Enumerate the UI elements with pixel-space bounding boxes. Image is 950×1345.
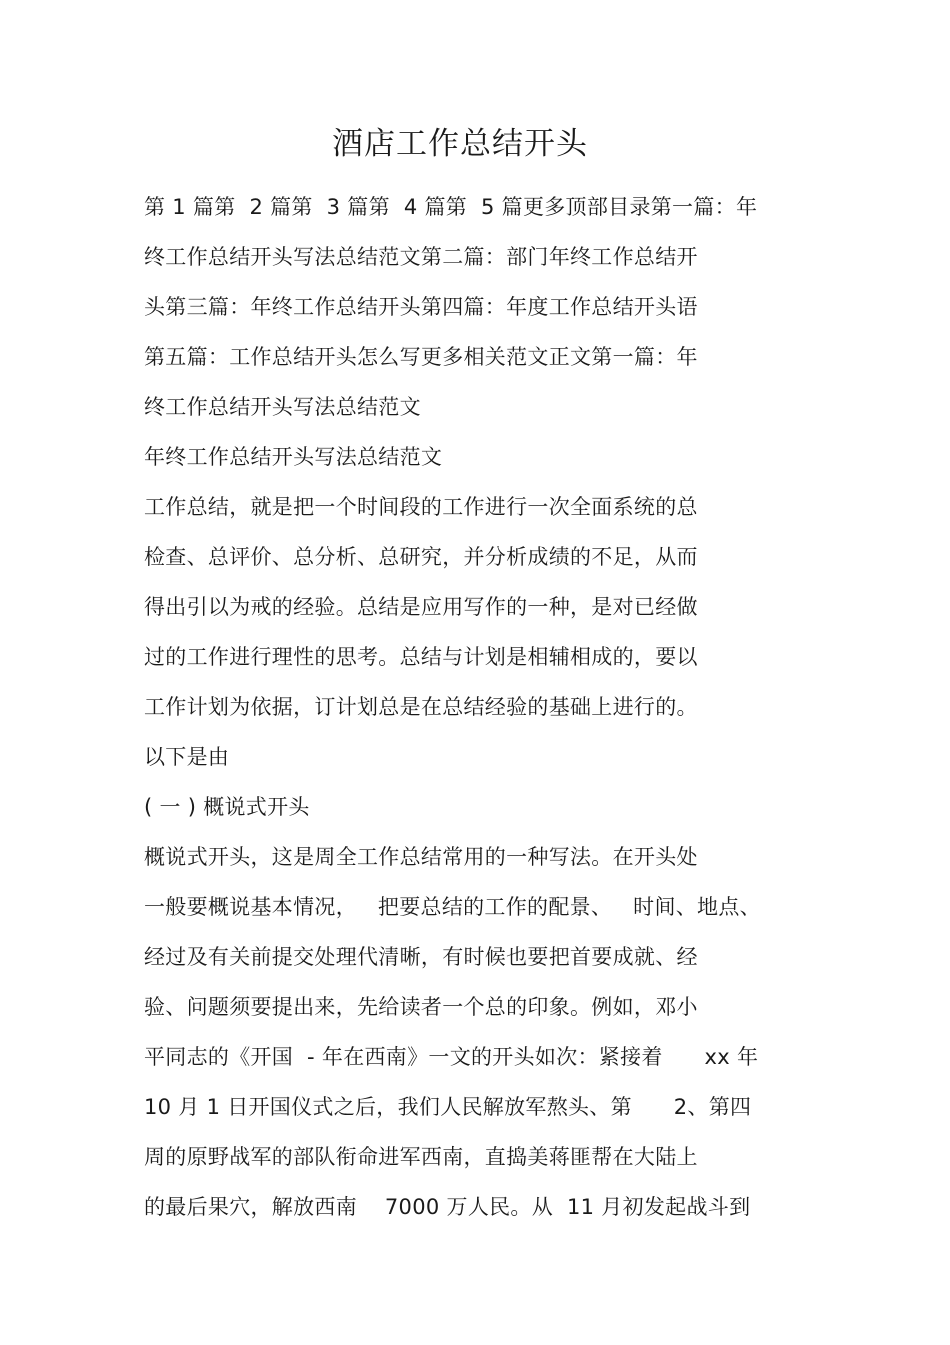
text-line: 验、问题须要提出来，先给读者一个总的印象。例如，邓小 [144,995,698,1019]
text-line: 平同志的《开国 - 年在西南》一文的开头如次：紧接着 xx 年 [144,1045,759,1069]
text-line: 一般要概说基本情况， 把要总结的工作的配景、 时间、地点、 [144,895,761,919]
text-line: 经过及有关前提交处理代清晰，有时候也要把首要成就、经 [144,945,698,969]
text-line: 概说式开头，这是周全工作总结常用的一种写法。在开头处 [144,845,698,869]
text-line: 年终工作总结开头写法总结范文 [144,445,443,469]
text-line: 终工作总结开头写法总结范文第二篇：部门年终工作总结开 [144,245,698,269]
document-title: 酒店工作总结开头 [332,126,588,162]
text-line: 的最后果穴，解放西南 7000 万人民。从 11 月初发起战斗到 [144,1195,751,1219]
text-line: 过的工作进行理性的思考。总结与计划是相辅相成的，要以 [144,645,698,669]
text-line: 检查、总评价、总分析、总研究，并分析成绩的不足，从而 [144,545,698,569]
document-body [144,182,824,1232]
text-line: 第五篇：工作总结开头怎么写更多相关范文正文第一篇：年 [144,345,698,369]
text-line: 得出引以为戒的经验。总结是应用写作的一种，是对已经做 [144,595,698,619]
text-line: 10 月 1 日开国仪式之后，我们人民解放军熬头、第 2、第四 [144,1095,752,1119]
text-line: 工作计划为依据，订计划总是在总结经验的基础上进行的。 [144,695,698,719]
text-line: 工作总结，就是把一个时间段的工作进行一次全面系统的总 [144,495,698,519]
text-line: 周的原野战军的部队衔命进军西南，直捣美蒋匪帮在大陆上 [144,1145,698,1169]
text-line: 第 1 篇第 2 篇第 3 篇第 4 篇第 5 篇更多顶部目录第一篇：年 [144,195,758,219]
text-line: 头第三篇：年终工作总结开头第四篇：年度工作总结开头语 [144,295,698,319]
text-line: 终工作总结开头写法总结范文 [144,395,421,419]
section-heading: ( 一 ) 概说式开头 [144,795,310,819]
text-line: 以下是由 [144,745,230,769]
